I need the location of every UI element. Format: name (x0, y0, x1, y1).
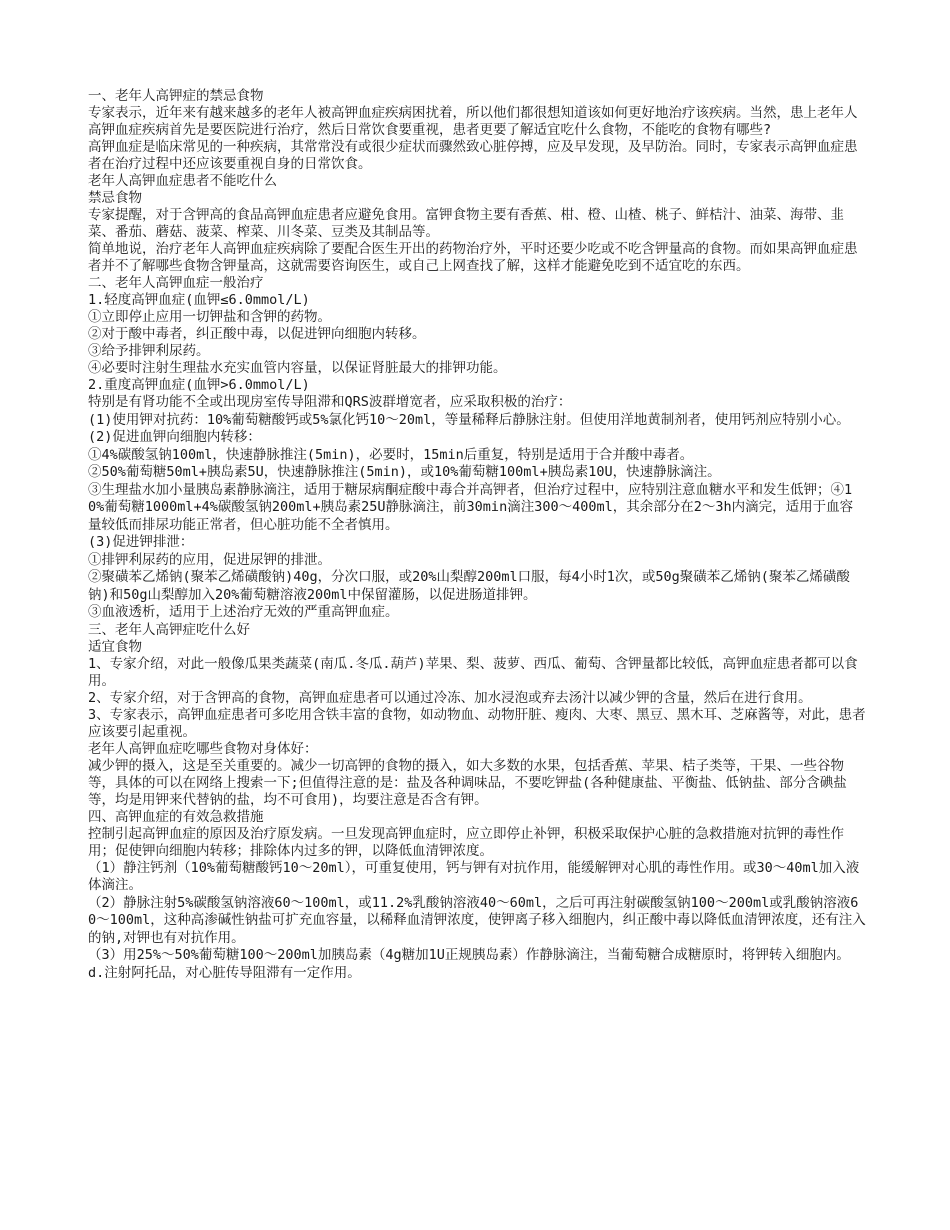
section-heading-4: 四、高钾血症的有效急救措施 (88, 808, 264, 825)
paragraph: 控制引起高钾血症的原因及治疗原发病。一旦发现高钾血症时，应立即停止补钾，积极采取保护心脏的急救措施对抗钾的毒性作用；促使钾向细胞内转移；排除体内过多的钾，以降低血清钾浓度。 (88, 825, 844, 859)
section-heading-3: 三、老年人高钾症吃什么好 (88, 621, 250, 638)
paragraph: 简单地说，治疗老年人高钾血症疾病除了要配合医生开出的药物治疗外，平时还要少吃或不吃含钾量高的食物。而如果高钾血症患者并不了解哪些食物含钾量高，这就需要咨询医生，或自己上网查找了解，这样才能避免吃到不适宜吃的东西。 (88, 241, 858, 274)
list-item: 2、专家介绍，对于含钾高的食物，高钾血症患者可以通过冷冻、加水浸泡或弃去汤汁以减少钾的含量，然后在进行食用。 (88, 689, 812, 706)
list-item: （1）静注钙剂（10%葡萄糖酸钙10～20ml），可重复使用，钙与钾有对抗作用，能缓解钾对心肌的毒性作用。或30～40ml加入液体滴注。 (88, 859, 860, 893)
list-item: ③给予排钾利尿药。 (88, 343, 210, 359)
document-body (88, 88, 866, 982)
paragraph: 高钾血症是临床常见的一种疾病，其常常没有或很少症状而骤然致心脏停搏，应及早发现，及早防治。同时，专家表示高钾血症患者在治疗过程中还应该要重视自身的日常饮食。 (88, 139, 858, 172)
subheading: 适宜食物 (88, 638, 142, 655)
paragraph: 专家提醒，对于含钾高的食品高钾血症患者应避免食用。富钾食物主要有香蕉、柑、橙、山楂、桃子、鲜桔汁、油菜、海带、韭菜、番茄、蘑菇、菠菜、榨菜、川冬菜、豆类及其制品等。 (88, 207, 844, 240)
list-item: （2）静脉注射5%碳酸氢钠溶液60～100ml，或11.2%乳酸钠溶液40～60ml，之后可再注射碳酸氢钠100～200ml或乳酸钠溶液60～100ml，这种高渗碱性钠盐可扩充血容量，以稀释血清钾浓度，使钾离子移入细胞内，纠正酸中毒以降低血清钾浓度，还有注入的钠,对钾也有对抗作用。 (88, 894, 866, 946)
list-item: （3）用25%～50%葡萄糖100～200ml加胰岛素（4g糖加1U正规胰岛素）作静脉滴注，当葡萄糖合成糖原时，将钾转入细胞内。d.注射阿托品，对心脏传导阻滞有一定作用。 (88, 947, 850, 981)
list-item: ③血液透析，适用于上述治疗无效的严重高钾血症。 (88, 604, 399, 620)
subheading: (2)促进血钾向细胞内转移： (88, 429, 261, 445)
section-heading-1: 一、老年人高钾症的禁忌食物 (88, 88, 264, 104)
subheading: 老年人高钾血症吃哪些食物对身体好： (88, 740, 318, 757)
paragraph: 特别是有肾功能不全或出现房室传导阻滞和QRS波群增宽者，应采取积极的治疗： (88, 394, 572, 410)
subheading: (3)促进钾排泄： (88, 534, 194, 550)
list-item: ①4%碳酸氢钠100ml，快速静脉推注(5min)，必要时，15min后重复，特别是适用于合并酸中毒者。 (88, 446, 694, 463)
subheading: 1.轻度高钾血症(血钾≤6.0mmol/L) (88, 292, 310, 308)
paragraph: (1)使用钾对抗药：10%葡萄糖酸钙或5%氯化钙10～20ml，等量稀释后静脉注射。但使用洋地黄制剂者，使用钙剂应特别小心。 (88, 411, 850, 428)
list-item: 3、专家表示，高钾血症患者可多吃用含铁丰富的食物，如动物血、动物肝脏、瘦肉、大枣、黑豆、黑木耳、芝麻酱等，对此，患者应该要引起重视。 (88, 706, 866, 740)
list-item: ④必要时注射生理盐水充实血管内容量，以保证肾脏最大的排钾功能。 (88, 360, 507, 376)
list-item: ①排钾利尿药的应用，促进尿钾的排泄。 (88, 551, 331, 568)
subheading: 老年人高钾血症患者不能吃什么 (88, 173, 277, 189)
paragraph: 减少钾的摄入，这是至关重要的。减少一切高钾的食物的摄入，如大多数的水果，包括香蕉、苹果、桔子类等，干果、一些谷物等，具体的可以在网络上搜索一下;但值得注意的是：盐及各种调味品，不要吃钾盐(各种健康盐、平衡盐、低钠盐、部分含碘盐等，均是用钾来代替钠的盐，均不可食用)，均要注意是否含有钾。 (88, 757, 847, 808)
list-item: ②50%葡萄糖50ml+胰岛素5U，快速静脉推注(5min)，或10%葡萄糖100ml+胰岛素10U，快速静脉滴注。 (88, 464, 721, 480)
list-item: ③生理盐水加小量胰岛素静脉滴注，适用于糖尿病酮症酸中毒合并高钾者，但治疗过程中，应特别注意血糖水平和发生低钾；④10%葡萄糖1000ml+4%碳酸氢钠200ml+胰岛素25U静脉滴注，前30min滴注300～400ml，其余部分在2～3h内滴完，适用于血容量较低而排尿功能正常者，但心脏功能不全者慎用。 (88, 481, 854, 533)
list-item: ②聚磺苯乙烯钠(聚苯乙烯磺酸钠)40g，分次口服，或20%山梨醇200ml口服，每4小时1次，或50g聚磺苯乙烯钠(聚苯乙烯磺酸钠)和50g山梨醇加入20%葡萄糖溶液200ml中保留灌肠，以促进肠道排钾。 (88, 569, 850, 603)
subheading: 2.重度高钾血症(血钾>6.0mmol/L) (88, 377, 310, 393)
list-item: 1、专家介绍，对此一般像瓜果类蔬菜(南瓜.冬瓜.葫芦)苹果、梨、菠萝、西瓜、葡萄、含钾量都比较低，高钾血症患者都可以食用。 (88, 655, 858, 689)
list-item: ①立即停止应用一切钾盐和含钾的药物。 (88, 309, 331, 325)
subheading: 禁忌食物 (88, 190, 142, 206)
list-item: ②对于酸中毒者，纠正酸中毒，以促进钾向细胞内转移。 (88, 326, 426, 342)
section-heading-2: 二、老年人高钾血症一般治疗 (88, 275, 264, 291)
paragraph: 专家表示，近年来有越来越多的老年人被高钾血症疾病困扰着，所以他们都很想知道该如何更好地治疗该疾病。当然，患上老年人高钾血症疾病首先是要医院进行治疗，然后日常饮食要重视，患者更要了解适宜吃什么食物，不能吃的食物有哪些? (88, 105, 858, 138)
